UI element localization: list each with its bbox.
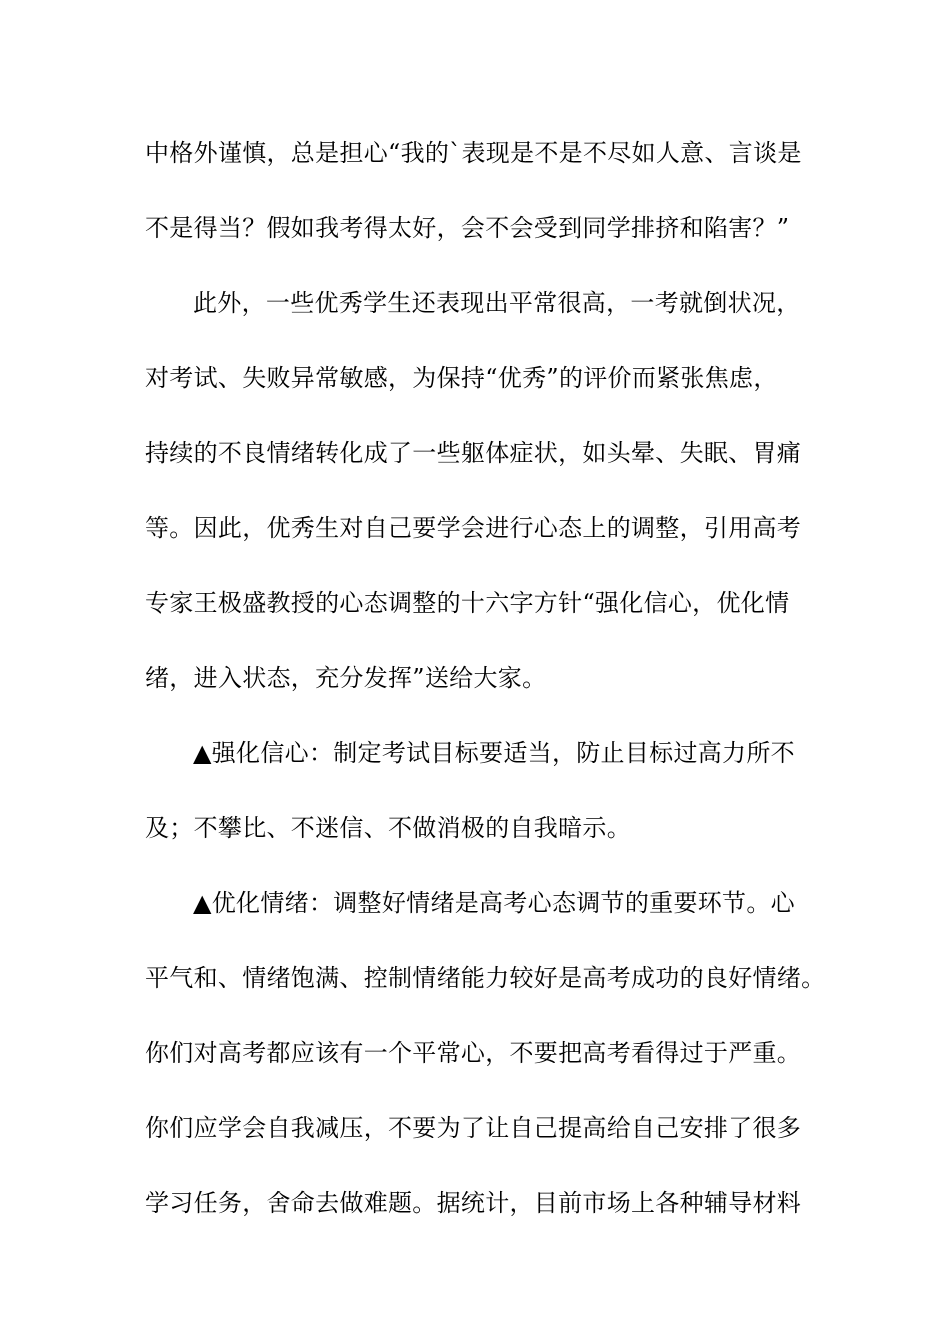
text-line: 平气和、情绪饱满、控制情绪能力较好是高考成功的良好情绪。	[145, 964, 826, 992]
text-line: 等。因此，优秀生对自己要学会进行心态上的调整，引用高考	[145, 514, 802, 542]
text-line: 你们对高考都应该有一个平常心，不要把高考看得过于严重。	[145, 1039, 802, 1067]
text-line: 不是得当？假如我考得太好，会不会受到同学排挤和陷害？”	[145, 214, 790, 242]
text-line: 持续的不良情绪转化成了一些躯体症状，如头晕、失眠、胃痛	[145, 439, 802, 467]
text-line: 中格外谨慎，总是担心“我的`表现是不是不尽如人意、言谈是	[145, 139, 802, 167]
text-line: 及；不攀比、不迷信、不做消极的自我暗示。	[145, 814, 631, 842]
text-line: 对考试、失败异常敏感，为保持“优秀”的评价而紧张焦虑，	[145, 364, 778, 392]
paragraph-start-line: 此外，一些优秀学生还表现出平常很高，一考就倒状况，	[193, 289, 801, 317]
bullet-line-emotion: ▲优化情绪：调整好情绪是高考心态调节的重要环节。心	[193, 889, 795, 917]
text-line: 绪，进入状态，充分发挥”送给大家。	[145, 664, 547, 692]
text-line: 学习任务，舍命去做难题。据统计，目前市场上各种辅导材料	[145, 1189, 802, 1217]
text-line: 专家王极盛教授的心态调整的十六字方针“强化信心，优化情	[145, 589, 790, 617]
text-line: 你们应学会自我减压，不要为了让自己提高给自己安排了很多	[145, 1114, 802, 1142]
body-text	[145, 126, 825, 1251]
bullet-line-confidence: ▲强化信心：制定考试目标要适当，防止目标过高力所不	[193, 739, 795, 767]
